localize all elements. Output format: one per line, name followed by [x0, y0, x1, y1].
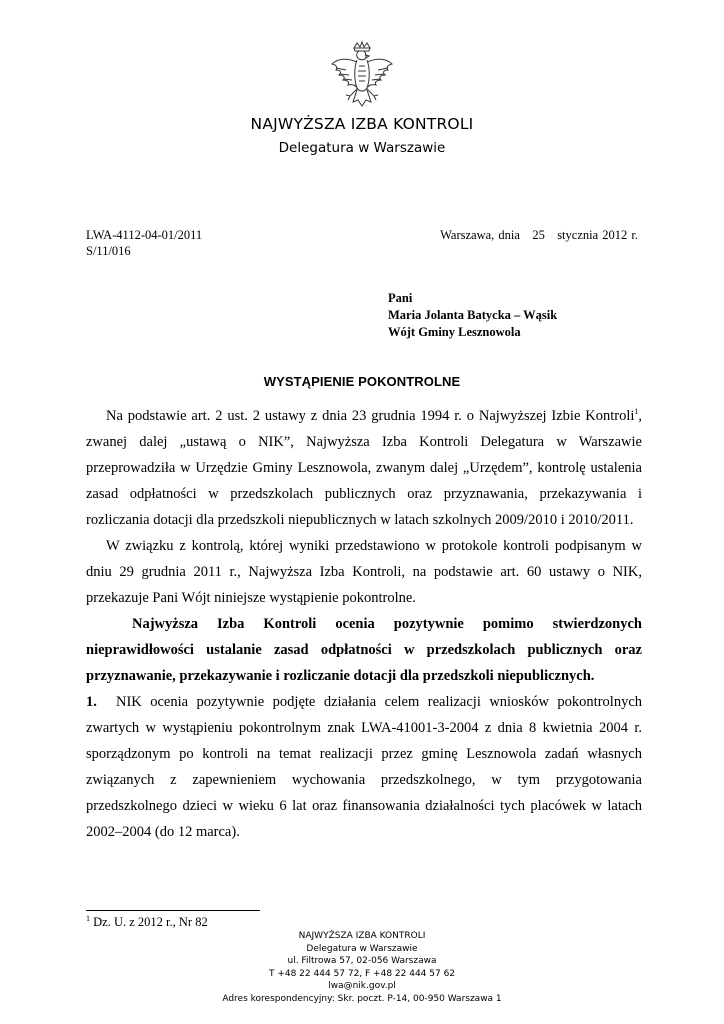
case-number: LWA-4112-04-01/2011 — [86, 228, 203, 242]
addressee-block — [388, 290, 557, 341]
paragraph-4-text: NIK ocenia pozytywnie podjęte działania celem realizacji wniosków pokontrolnych zwartych w wystąpieniu pokontrolnym znak LWA-41001-3-2004 z dnia 8 kwietnia 2004 r. sporządzonym po kontroli na temat realizacji przez gminę Lesznowola zadań własnych związanych z zapewnieniem wychowania przedszkolnego, w tym przygotowania przedszkolnego dzieci w wieku 6 lat oraz finansowania działalności tych placówek w latach 2002–2004 (do 12 marca). — [86, 694, 642, 840]
polish-eagle-emblem-icon — [326, 40, 398, 120]
document-date-text: Warszawa, dnia 25 stycznia 2012 r. — [440, 228, 638, 242]
footer-correspondence: Adres korespondencyjny: Skr. poczt. P-14, 00-950 Warszawa 1 — [222, 993, 502, 1004]
document-body — [86, 403, 642, 845]
addressee-name: Maria Jolanta Batycka – Wąsik — [388, 308, 558, 322]
addressee-salutation: Pani — [388, 291, 413, 305]
document-title: WYSTĄPIENIE POKONTROLNE — [263, 374, 461, 389]
footer-email: lwa@nik.gov.pl — [328, 981, 396, 991]
footer-organization: NAJWYŻSZA IZBA KONTROLI — [298, 931, 426, 941]
paragraph-1-part-a: Na podstawie art. 2 ust. 2 ustawy z dnia 23 grudnia 1994 r. o Najwyższej Izbie Kontroli — [106, 408, 635, 424]
footer-street: ul. Filtrowa 57, 02-056 Warszawa — [287, 956, 437, 966]
paragraph-3-assessment: Najwyższa Izba Kontroli ocenia pozytywnie pomimo stwierdzonych nieprawidłowości ustalanie zasad odpłatności w przedszkolach publicznych oraz przyznawanie, przekazywanie i rozliczanie dotacji dla przedszkoli niepublicznych. — [86, 616, 642, 684]
paragraph-4 — [86, 689, 642, 845]
footnote-text: Dz. U. z 2012 r., Nr 82 — [90, 915, 208, 929]
header-organization: NAJWYŻSZA IZBA KONTROLI — [250, 115, 474, 133]
sub-number: S/11/016 — [86, 244, 131, 258]
footnote-reference: 1 — [634, 407, 639, 417]
header-delegation: Delegatura w Warszawie — [278, 140, 446, 156]
paragraph-4-number: 1. — [86, 694, 97, 710]
footer-phone: T +48 22 444 57 72, F +48 22 444 57 62 — [268, 968, 456, 979]
page-footer — [0, 930, 724, 1005]
addressee-title: Wójt Gminy Lesznowola — [388, 325, 521, 339]
footnote — [86, 915, 208, 930]
paragraph-1 — [86, 403, 642, 533]
footnote-mark: 1 — [86, 913, 90, 923]
footnote-divider — [86, 910, 260, 911]
footer-delegation: Delegatura w Warszawie — [306, 943, 418, 954]
paragraph-2: W związku z kontrolą, której wyniki przedstawiono w protokole kontroli podpisanym w dniu 29 grudnia 2011 r., Najwyższa Izba Kontroli, na podstawie art. 60 ustawy o NIK, przekazuje Pani Wójt niniejsze wystąpienie pokontrolne. — [86, 538, 642, 606]
document-date — [440, 228, 638, 243]
paragraph-1-part-b: , zwanej dalej „ustawą o NIK”, Najwyższa Izba Kontroli Delegatura w Warszawie przeprowadziła w Urzędzie Gminy Lesznowola, zwanym dalej „Urzędem”, kontrolę ustalenia zasad odpłatności w przedszkolach publicznych oraz przyznawania, przekazywania i rozliczania dotacji dla przedszkoli niepublicznych w latach szkolnych 2009/2010 i 2010/2011. — [86, 408, 642, 528]
